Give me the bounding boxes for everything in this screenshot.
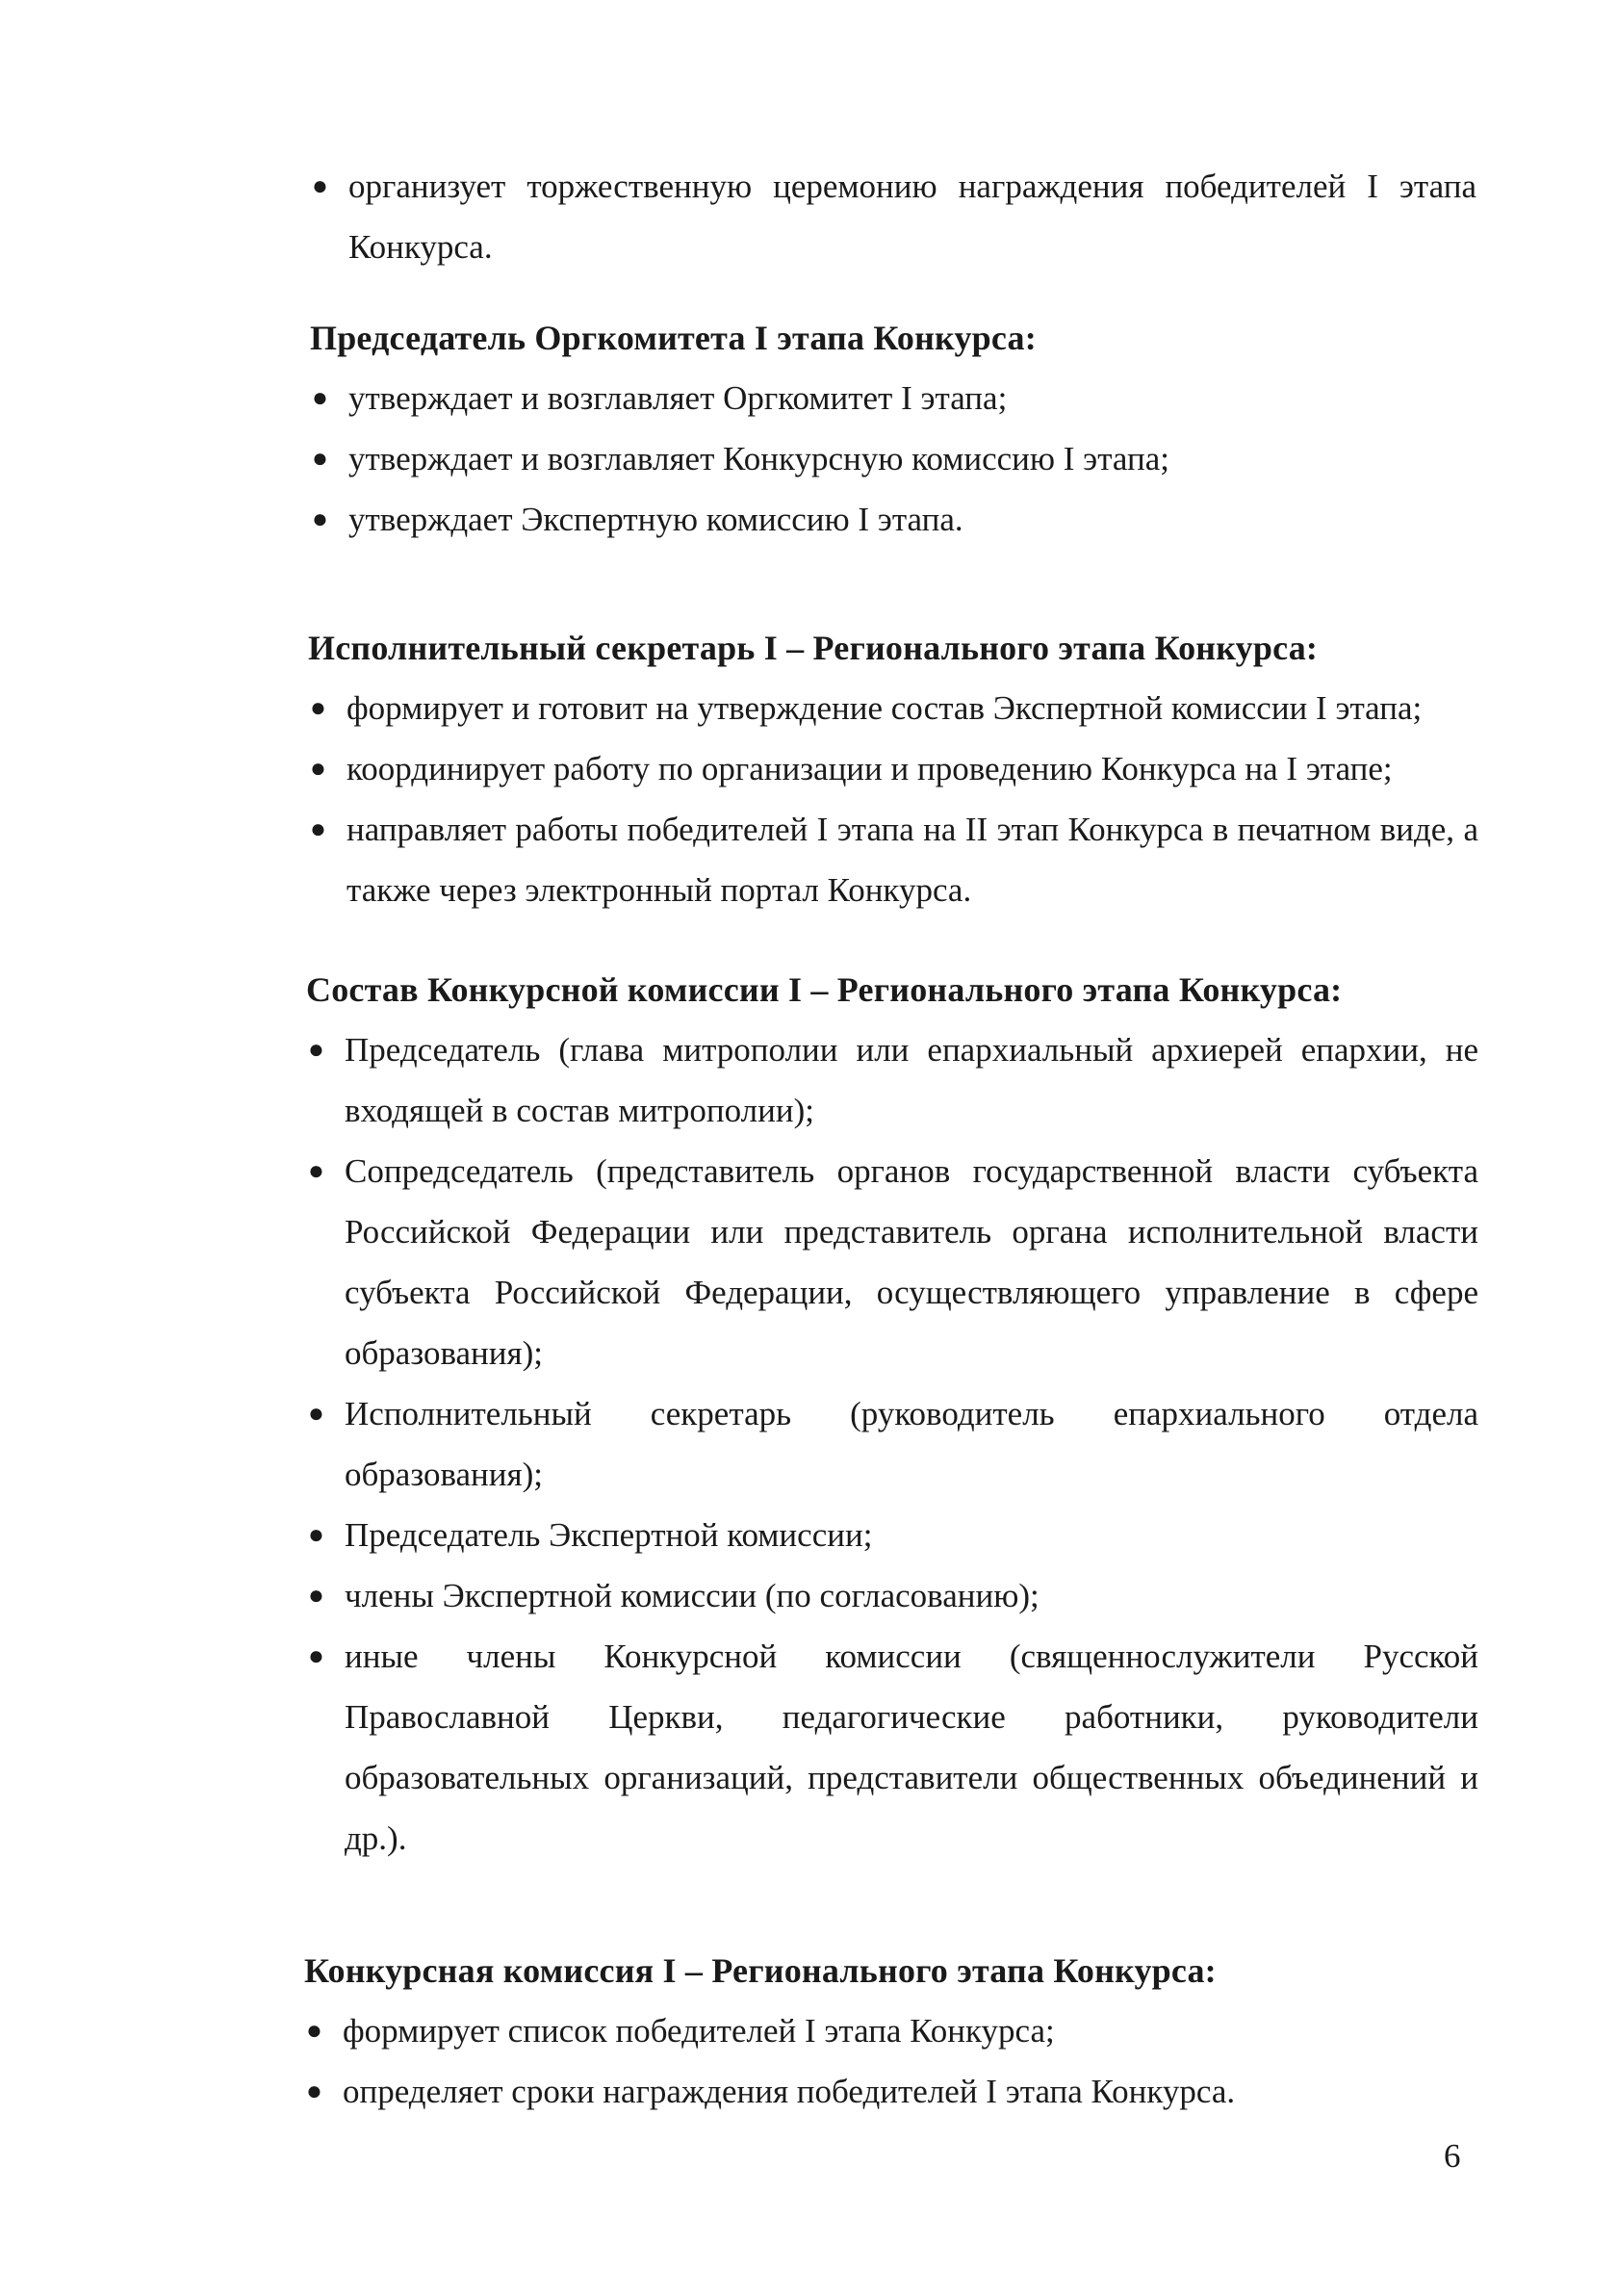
bullet-icon: ●	[308, 1156, 324, 1186]
list-item	[306, 1019, 1478, 1141]
list-item	[306, 1141, 1478, 1383]
list-item	[308, 799, 1478, 920]
list-item-text: определяет сроки награждения победителей I этапа Конкурса.	[343, 2073, 1236, 2110]
bullet-icon: ●	[312, 504, 328, 534]
page-number: 6	[1444, 2137, 1461, 2175]
bullet-icon: ●	[306, 2077, 322, 2106]
list-item-text: члены Экспертной комиссии (по согласованию);	[345, 1577, 1040, 1614]
composition-list	[306, 1019, 1478, 1869]
list-item	[310, 368, 1476, 428]
bullet-icon: ●	[308, 1399, 324, 1429]
bullet-icon: ●	[308, 1035, 324, 1065]
intro-section	[310, 156, 1476, 277]
list-item	[308, 678, 1478, 738]
commission-list	[304, 2000, 1478, 2122]
list-item	[308, 738, 1478, 799]
secretary-section	[308, 626, 1478, 920]
composition-section	[306, 967, 1478, 1869]
list-item-text: формирует список победителей I этапа Конкурса;	[343, 2012, 1055, 2050]
chairman-section	[310, 316, 1476, 550]
list-item	[304, 2061, 1478, 2122]
list-item-text: направляет работы победителей I этапа на II этап Конкурса в печатном виде, а также через электронный портал Конкурса.	[346, 811, 1478, 909]
list-item	[310, 428, 1476, 489]
list-item-text: Сопредседатель (представитель органов государственной власти субъекта Российской Федерации или представитель органа исполнительной власти субъекта Российской Федерации, осуществляющего управление в сфере образования);	[345, 1152, 1478, 1372]
list-item-text: утверждает и возглавляет Оргкомитет I этапа;	[348, 379, 1008, 417]
list-item	[310, 489, 1476, 550]
list-item	[304, 2000, 1478, 2061]
bullet-icon: ●	[306, 2016, 322, 2046]
list-item-text: утверждает Экспертную комиссию I этапа.	[348, 501, 963, 538]
bullet-icon: ●	[312, 383, 328, 413]
bullet-icon: ●	[308, 1520, 324, 1550]
section-heading: Исполнительный секретарь I – Регионального этапа Конкурса:	[308, 629, 1319, 667]
list-item	[306, 1626, 1478, 1869]
list-item-text: Председатель (глава митрополии или епархиальный архиерей епархии, не входящей в состав митрополии);	[345, 1031, 1478, 1129]
section-heading: Конкурсная комиссия I – Регионального этапа Конкурса:	[304, 1951, 1217, 1990]
list-item-text: Исполнительный секретарь (руководитель епархиального отдела образования);	[345, 1395, 1478, 1493]
section-heading: Состав Конкурсной комиссии I – Регионального этапа Конкурса:	[306, 970, 1343, 1009]
list-item	[306, 1383, 1478, 1505]
bullet-icon: ●	[310, 693, 326, 723]
list-item-text: утверждает и возглавляет Конкурсную комиссию I этапа;	[348, 440, 1169, 477]
list-item	[310, 156, 1476, 277]
bullet-icon: ●	[310, 814, 326, 844]
commission-section	[304, 1948, 1478, 2122]
list-item-text: иные члены Конкурсной комиссии (священнослужители Русской Православной Церкви, педагогические работники, руководители образовательных организаций, представители общественных объединений и др.).	[345, 1638, 1478, 1857]
intro-list	[310, 156, 1476, 277]
section-heading: Председатель Оргкомитета I этапа Конкурса:	[310, 319, 1037, 357]
bullet-icon: ●	[310, 754, 326, 784]
bullet-icon: ●	[308, 1641, 324, 1671]
list-item-text: Председатель Экспертной комиссии;	[345, 1516, 873, 1554]
chairman-list	[310, 368, 1476, 550]
list-item-text: формирует и готовит на утверждение состав Экспертной комиссии I этапа;	[346, 689, 1423, 727]
secretary-list	[308, 678, 1478, 920]
list-item-text: организует торжественную церемонию награждения победителей I этапа Конкурса.	[348, 168, 1476, 266]
list-item	[306, 1565, 1478, 1626]
list-item	[306, 1505, 1478, 1565]
list-item-text: координирует работу по организации и проведению Конкурса на I этапе;	[346, 750, 1393, 787]
bullet-icon: ●	[312, 444, 328, 474]
bullet-icon: ●	[312, 171, 328, 201]
bullet-icon: ●	[308, 1581, 324, 1611]
